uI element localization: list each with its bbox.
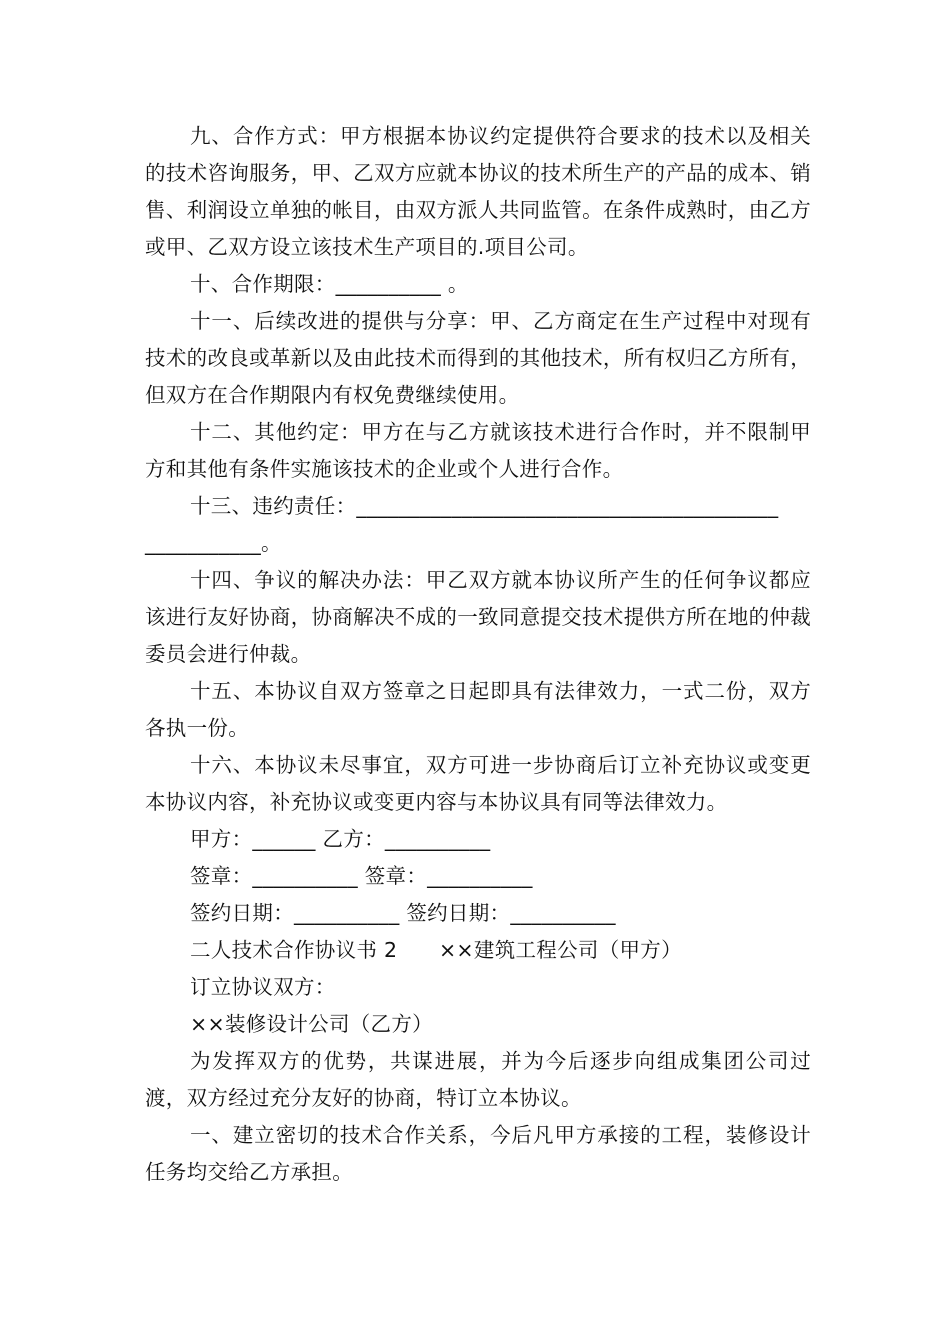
clause-14-dispute-resolution: 十四、争议的解决办法：甲乙双方就本协议所产生的任何争议都应该进行友好协商，协商解决不成的一致同意提交技术提供方所在地的仲裁委员会进行仲裁。 <box>145 568 811 666</box>
clause-12-other-agreements: 十二、其他约定：甲方在与乙方就该技术进行合作时，并不限制甲方和其他有条件实施该技术的企业或个人进行合作。 <box>145 420 811 481</box>
clause-16-supplementary: 十六、本协议未尽事宜，双方可进一步协商后订立补充协议或变更本协议内容，补充协议或变更内容与本协议具有同等法律效力。 <box>145 753 811 814</box>
clause-1-technical-cooperation: 一、建立密切的技术合作关系，今后凡甲方承接的工程，装修设计任务均交给乙方承担。 <box>145 1123 811 1184</box>
clause-11-improvements: 十一、后续改进的提供与分享：甲、乙方商定在生产过程中对现有技术的改良或革新以及由此技术而得到的其他技术，所有权归乙方所有，但双方在合作期限内有权免费继续使用。 <box>145 309 811 407</box>
signature-seals-line: 签章：__________ 签章：__________ <box>190 864 533 888</box>
clause-13-breach-liability: 十三、违约责任：________________________________________ <box>190 494 779 518</box>
clause-10-cooperation-term: 十、合作期限：__________ 。 <box>190 272 469 296</box>
clause-9-cooperation-method: 九、合作方式：甲方根据本协议约定提供符合要求的技术以及相关的技术咨询服务，甲、乙双方应就本协议的技术所生产的产品的成本、销售、利润设立单独的帐目，由双方派人共同监管。在条件成熟时，由乙方或甲、乙双方设立该技术生产项目的.项目公司。 <box>145 124 811 259</box>
signature-parties-line: 甲方：______ 乙方：__________ <box>190 827 491 851</box>
party-b-line: ××装修设计公司（乙方） <box>190 1012 433 1036</box>
clause-13-breach-liability-continued: ___________。 <box>145 531 282 555</box>
document-body <box>145 118 811 1191</box>
parties-label: 订立协议双方： <box>190 975 336 999</box>
second-agreement-title-line: 二人技术合作协议书 2 ××建筑工程公司（甲方） <box>190 938 682 962</box>
agreement-intro: 为发挥双方的优势，共谋进展，并为今后逐步向组成集团公司过渡，双方经过充分友好的协商，特订立本协议。 <box>145 1049 811 1110</box>
clause-15-effectiveness: 十五、本协议自双方签章之日起即具有法律效力，一式二份，双方各执一份。 <box>145 679 811 740</box>
signature-dates-line: 签约日期：__________ 签约日期：__________ <box>190 901 616 925</box>
